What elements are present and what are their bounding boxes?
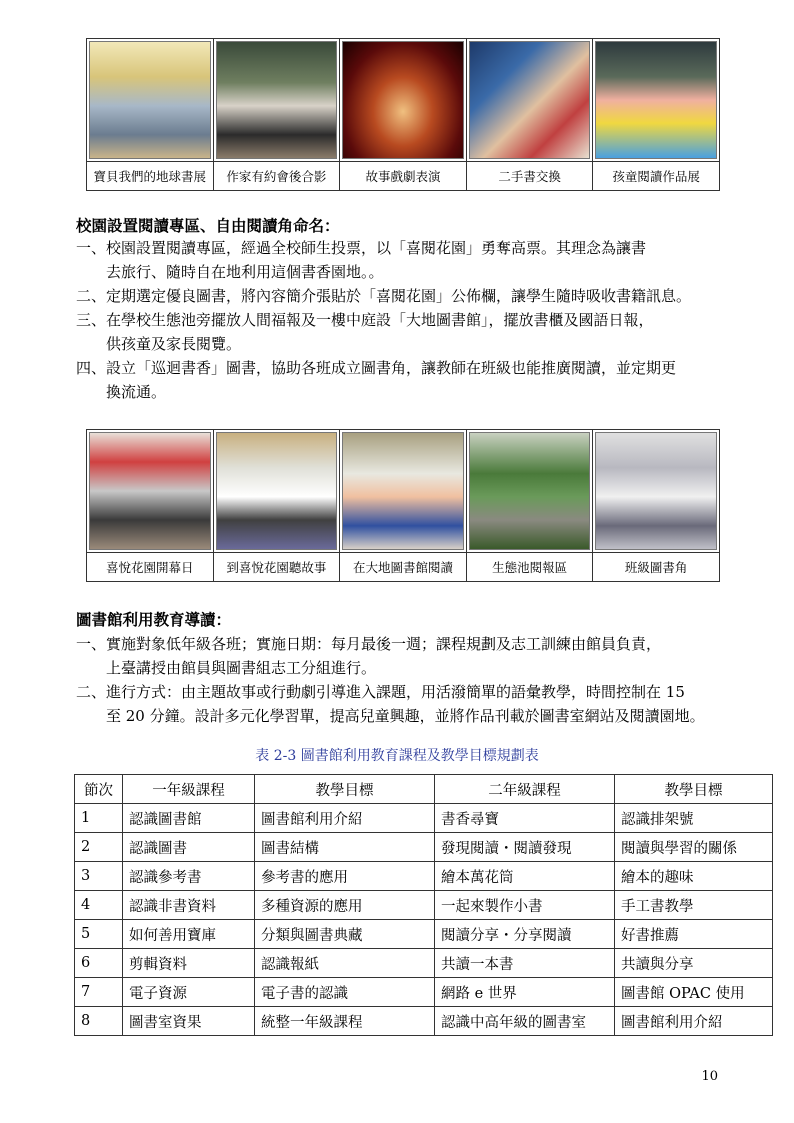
- course-table: [74, 774, 773, 1036]
- list-item: [76, 632, 726, 680]
- table-header-row: [75, 775, 773, 804]
- table-cell: 剪輯資料: [123, 949, 255, 978]
- photo-caption: 孩童閱讀作品展: [593, 162, 720, 191]
- table-row: [75, 862, 773, 891]
- list-item: [76, 356, 726, 404]
- table-cell: 多種資源的應用: [255, 891, 435, 920]
- table-cell: 電子書的認識: [255, 978, 435, 1007]
- table-cell: 1: [75, 804, 123, 833]
- list-item-text: 一、實施對象低年級各班；實施日期：每月最後一週；課程規劃及志工訓練由館員負責，: [76, 635, 662, 653]
- table-cell: 6: [75, 949, 123, 978]
- list-item-text: 四、設立「巡迴書香」圖書，協助各班成立圖書角，讓教師在班級也能推廣閱讀，並定期更: [76, 359, 677, 377]
- photo-gallery-top: [86, 38, 720, 191]
- table-cell: 閱讀分享・分享閱讀: [435, 920, 615, 949]
- photo-caption: 二手書交換: [466, 162, 593, 191]
- page-number: 10: [701, 1069, 718, 1084]
- photo-caption: 作家有約會後合影: [213, 162, 340, 191]
- photo-caption: 到喜悅花園聽故事: [213, 553, 340, 582]
- table-cell: 統整一年級課程: [255, 1007, 435, 1036]
- photo-caption: 喜悅花園開幕日: [87, 553, 214, 582]
- list-item-continuation: 上臺講授由館員與圖書組志工分組進行。: [106, 659, 377, 677]
- author-meeting-photo: [216, 41, 338, 159]
- table-row: [75, 920, 773, 949]
- table-cell: 3: [75, 862, 123, 891]
- table-cell: 發現閱讀・閱讀發現: [435, 833, 615, 862]
- table-cell: 認識非書資料: [123, 891, 255, 920]
- table-cell: 電子資源: [123, 978, 255, 1007]
- column-header: 二年級課程: [435, 775, 615, 804]
- list-item: [76, 236, 726, 284]
- list-item: [76, 308, 726, 356]
- table-cell: 認識圖書館: [123, 804, 255, 833]
- section-heading-reading-zone: 校園設置閱讀專區、自由閱讀角命名：: [76, 216, 340, 235]
- table-cell: 共讀一本書: [435, 949, 615, 978]
- table-cell: 圖書館利用介紹: [255, 804, 435, 833]
- table-cell: 認識中高年級的圖書室: [435, 1007, 615, 1036]
- table-cell: 認識報紙: [255, 949, 435, 978]
- table-cell: 手工書教學: [615, 891, 773, 920]
- library-education-list: [76, 632, 726, 728]
- table-cell: 圖書結構: [255, 833, 435, 862]
- list-item-text: 三、在學校生態池旁擺放人間福報及一樓中庭設「大地圖書館」，擺放書櫃及國語日報，: [76, 311, 654, 329]
- list-item-continuation: 換流通。: [106, 383, 167, 401]
- list-item-text: 二、定期選定優良圖書，將內容簡介張貼於「喜閱花園」公佈欄，讓學生隨時吸收書籍訊息。: [76, 287, 692, 305]
- class-library-photo: [595, 432, 717, 550]
- list-item-continuation: 至 20 分鐘。設計多元化學習單，提高兒童興趣，並將作品刊載於圖書室網站及閱讀園地。: [106, 707, 705, 725]
- table-cell: 圖書館 OPAC 使用: [615, 978, 773, 1007]
- table-row: [75, 891, 773, 920]
- table-cell: 參考書的應用: [255, 862, 435, 891]
- list-item-text: 一、校園設置閱讀專區，經過全校師生投票，以「喜閱花園」勇奪高票。其理念為讓書: [76, 239, 647, 257]
- table-cell: 認識排架號: [615, 804, 773, 833]
- kids-reading-works-photo: [595, 41, 717, 159]
- list-item-text: 二、進行方式：由主題故事或行動劇引導進入課題，用活潑簡單的語彙教學，時間控制在 15: [76, 683, 685, 701]
- photo-gallery-bottom: [86, 429, 720, 582]
- column-header: 教學目標: [255, 775, 435, 804]
- garden-story-photo: [216, 432, 338, 550]
- earth-library-photo: [342, 432, 464, 550]
- book-exchange-photo: [469, 41, 591, 159]
- column-header: 一年級課程: [123, 775, 255, 804]
- column-header: 節次: [75, 775, 123, 804]
- photo-caption: 在大地圖書館閱讀: [340, 553, 467, 582]
- photo-caption: 班級圖書角: [593, 553, 720, 582]
- eco-pond-reading-photo: [469, 432, 591, 550]
- table-cell: 好書推薦: [615, 920, 773, 949]
- table-caption: 表 2-3 圖書館利用教育課程及教學目標規劃表: [255, 748, 539, 764]
- drama-performance-photo: [342, 41, 464, 159]
- photo-caption: 寶貝我們的地球書展: [87, 162, 214, 191]
- list-item: [76, 680, 726, 728]
- table-row: [75, 833, 773, 862]
- column-header: 教學目標: [615, 775, 773, 804]
- table-cell: 4: [75, 891, 123, 920]
- table-row: [75, 1007, 773, 1036]
- earth-bookstore-photo: [89, 41, 211, 159]
- table-cell: 一起來製作小書: [435, 891, 615, 920]
- table-row: [75, 949, 773, 978]
- photo-caption: 生態池閱報區: [466, 553, 593, 582]
- table-cell: 8: [75, 1007, 123, 1036]
- table-cell: 繪本的趣味: [615, 862, 773, 891]
- table-row: [75, 804, 773, 833]
- table-cell: 認識參考書: [123, 862, 255, 891]
- section-heading-library-education: 圖書館利用教育導讀：: [76, 610, 232, 629]
- table-cell: 網路 e 世界: [435, 978, 615, 1007]
- table-cell: 7: [75, 978, 123, 1007]
- garden-opening-photo: [89, 432, 211, 550]
- list-item: [76, 284, 726, 308]
- table-cell: 2: [75, 833, 123, 862]
- list-item-continuation: 去旅行、隨時自在地利用這個書香園地。。: [106, 263, 384, 281]
- reading-zone-list: [76, 236, 726, 404]
- photo-caption: 故事戲劇表演: [340, 162, 467, 191]
- list-item-continuation: 供孩童及家長閱覽。: [106, 335, 242, 353]
- table-cell: 圖書館利用介紹: [615, 1007, 773, 1036]
- table-cell: 共讀與分享: [615, 949, 773, 978]
- table-cell: 繪本萬花筒: [435, 862, 615, 891]
- table-cell: 5: [75, 920, 123, 949]
- table-cell: 認識圖書: [123, 833, 255, 862]
- table-cell: 圖書室資果: [123, 1007, 255, 1036]
- table-cell: 如何善用寶庫: [123, 920, 255, 949]
- table-cell: 分類與圖書典藏: [255, 920, 435, 949]
- table-row: [75, 978, 773, 1007]
- table-cell: 書香尋寶: [435, 804, 615, 833]
- table-cell: 閱讀與學習的關係: [615, 833, 773, 862]
